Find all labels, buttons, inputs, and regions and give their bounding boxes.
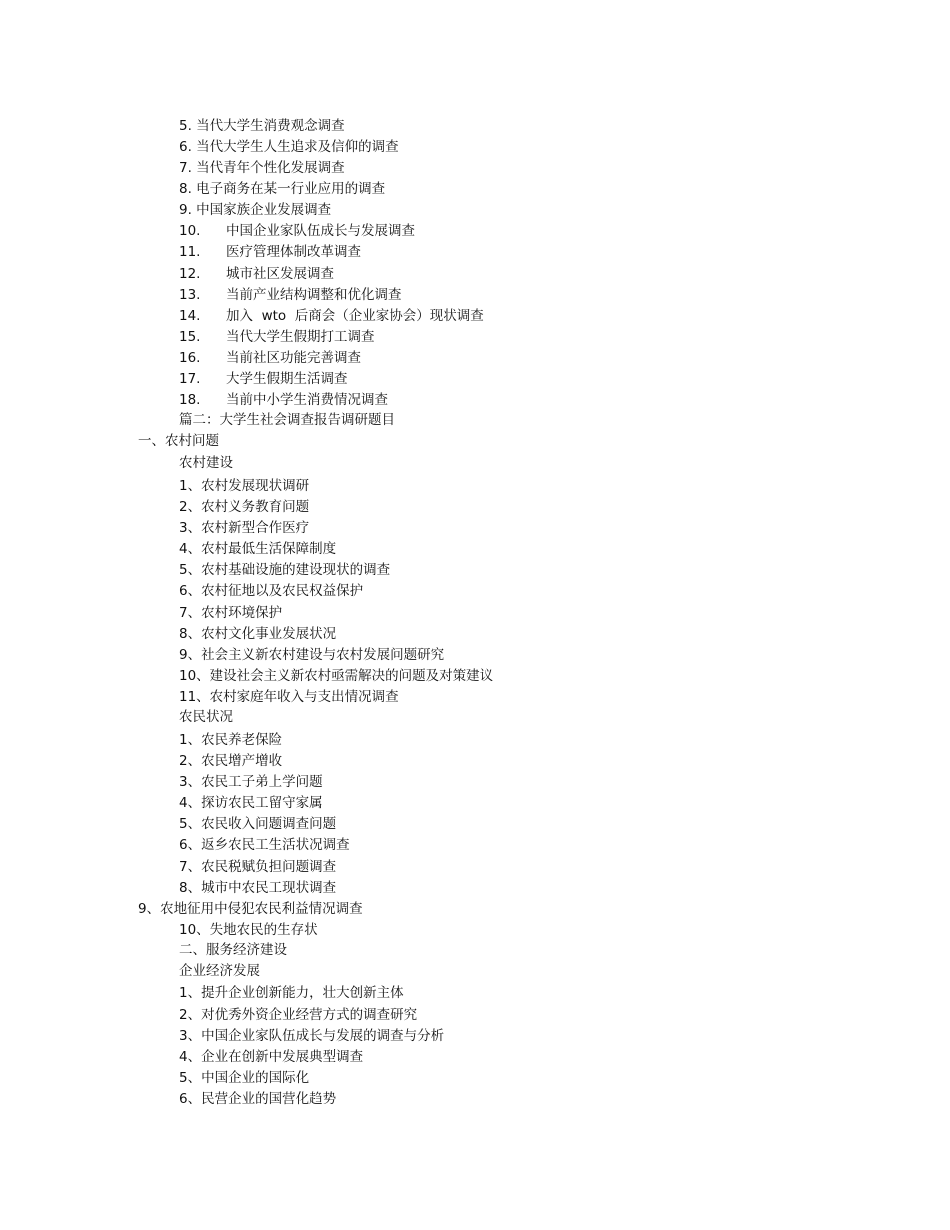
subsection-heading: 农村建设 <box>179 455 233 471</box>
list-item: 2、对优秀外资企业经营方式的调查研究 <box>179 1007 418 1023</box>
list-item: 3、农村新型合作医疗 <box>179 520 310 536</box>
list-item: 3、中国企业家队伍成长与发展的调查与分析 <box>179 1028 445 1044</box>
item-number: 18. <box>179 392 201 408</box>
list-item: 2、农村义务教育问题 <box>179 499 310 515</box>
item-number: 16. <box>179 350 201 366</box>
item-number: 14. <box>179 308 201 324</box>
list-item: 2、农民增产增收 <box>179 753 283 769</box>
list-item: 16. 当前社区功能完善调查 <box>179 350 361 366</box>
list-item: 1、农村发展现状调研 <box>179 478 310 494</box>
list-item: 17. 大学生假期生活调查 <box>179 371 348 387</box>
list-item: 18. 当前中小学生消费情况调查 <box>179 392 388 408</box>
list-item: 7、农村环境保护 <box>179 605 283 621</box>
list-item: 6、民营企业的国营化趋势 <box>179 1091 337 1107</box>
list-item: 4、农村最低生活保障制度 <box>179 541 337 557</box>
section-heading: 一、农村问题 <box>138 433 219 449</box>
list-item: 7、农民税赋负担问题调查 <box>179 859 337 875</box>
list-item: 10、建设社会主义新农村亟需解决的问题及对策建议 <box>179 668 494 684</box>
list-item: 13. 当前产业结构调整和优化调查 <box>179 287 402 303</box>
section-heading: 二、服务经济建设 <box>179 942 287 958</box>
list-item: 3、农民工子弟上学问题 <box>179 774 323 790</box>
item-number: 10. <box>179 223 201 239</box>
subsection-heading: 农民状况 <box>179 709 233 725</box>
list-item: 5、农村基础设施的建设现状的调查 <box>179 562 391 578</box>
list-item: 9、社会主义新农村建设与农村发展问题研究 <box>179 647 445 663</box>
list-item: 11、农村家庭年收入与支出情况调查 <box>179 689 399 705</box>
item-number: 13. <box>179 287 201 303</box>
list-item: 4、探访农民工留守家属 <box>179 795 323 811</box>
list-item: 4、企业在创新中发展典型调查 <box>179 1049 364 1065</box>
list-item: 1、提升企业创新能力，壮大创新主体 <box>179 985 404 1001</box>
item-number: 17. <box>179 371 201 387</box>
list-item: 6、返乡农民工生活状况调查 <box>179 837 350 853</box>
item-number: 15. <box>179 329 201 345</box>
list-item: 10、失地农民的生存状 <box>179 922 318 938</box>
list-item: 5、中国企业的国际化 <box>179 1070 310 1086</box>
list-item: 5、农民收入问题调查问题 <box>179 816 337 832</box>
list-item: 14. 加入 wto 后商会（企业家协会）现状调查 <box>179 308 484 324</box>
list-item: 6、农村征地以及农民权益保护 <box>179 583 364 599</box>
list-item: 9. 中国家族企业发展调查 <box>179 202 332 218</box>
list-item: 8、城市中农民工现状调查 <box>179 880 337 896</box>
list-item: 7. 当代青年个性化发展调查 <box>179 160 345 176</box>
list-item: 9、农地征用中侵犯农民利益情况调查 <box>138 901 363 917</box>
subsection-heading: 企业经济发展 <box>179 963 260 979</box>
list-item: 6. 当代大学生人生追求及信仰的调查 <box>179 139 399 155</box>
list-item: 12. 城市社区发展调查 <box>179 266 334 282</box>
list-item: 5. 当代大学生消费观念调查 <box>179 118 345 134</box>
list-item: 1、农民养老保险 <box>179 732 283 748</box>
part-title: 篇二：大学生社会调查报告调研题目 <box>179 412 395 428</box>
item-number: 11. <box>179 244 201 260</box>
item-number: 12. <box>179 266 201 282</box>
list-item: 15. 当代大学生假期打工调查 <box>179 329 375 345</box>
list-item: 8、农村文化事业发展状况 <box>179 626 337 642</box>
list-item: 11. 医疗管理体制改革调查 <box>179 244 361 260</box>
list-item: 8. 电子商务在某一行业应用的调查 <box>179 181 386 197</box>
list-item: 10. 中国企业家队伍成长与发展调查 <box>179 223 415 239</box>
